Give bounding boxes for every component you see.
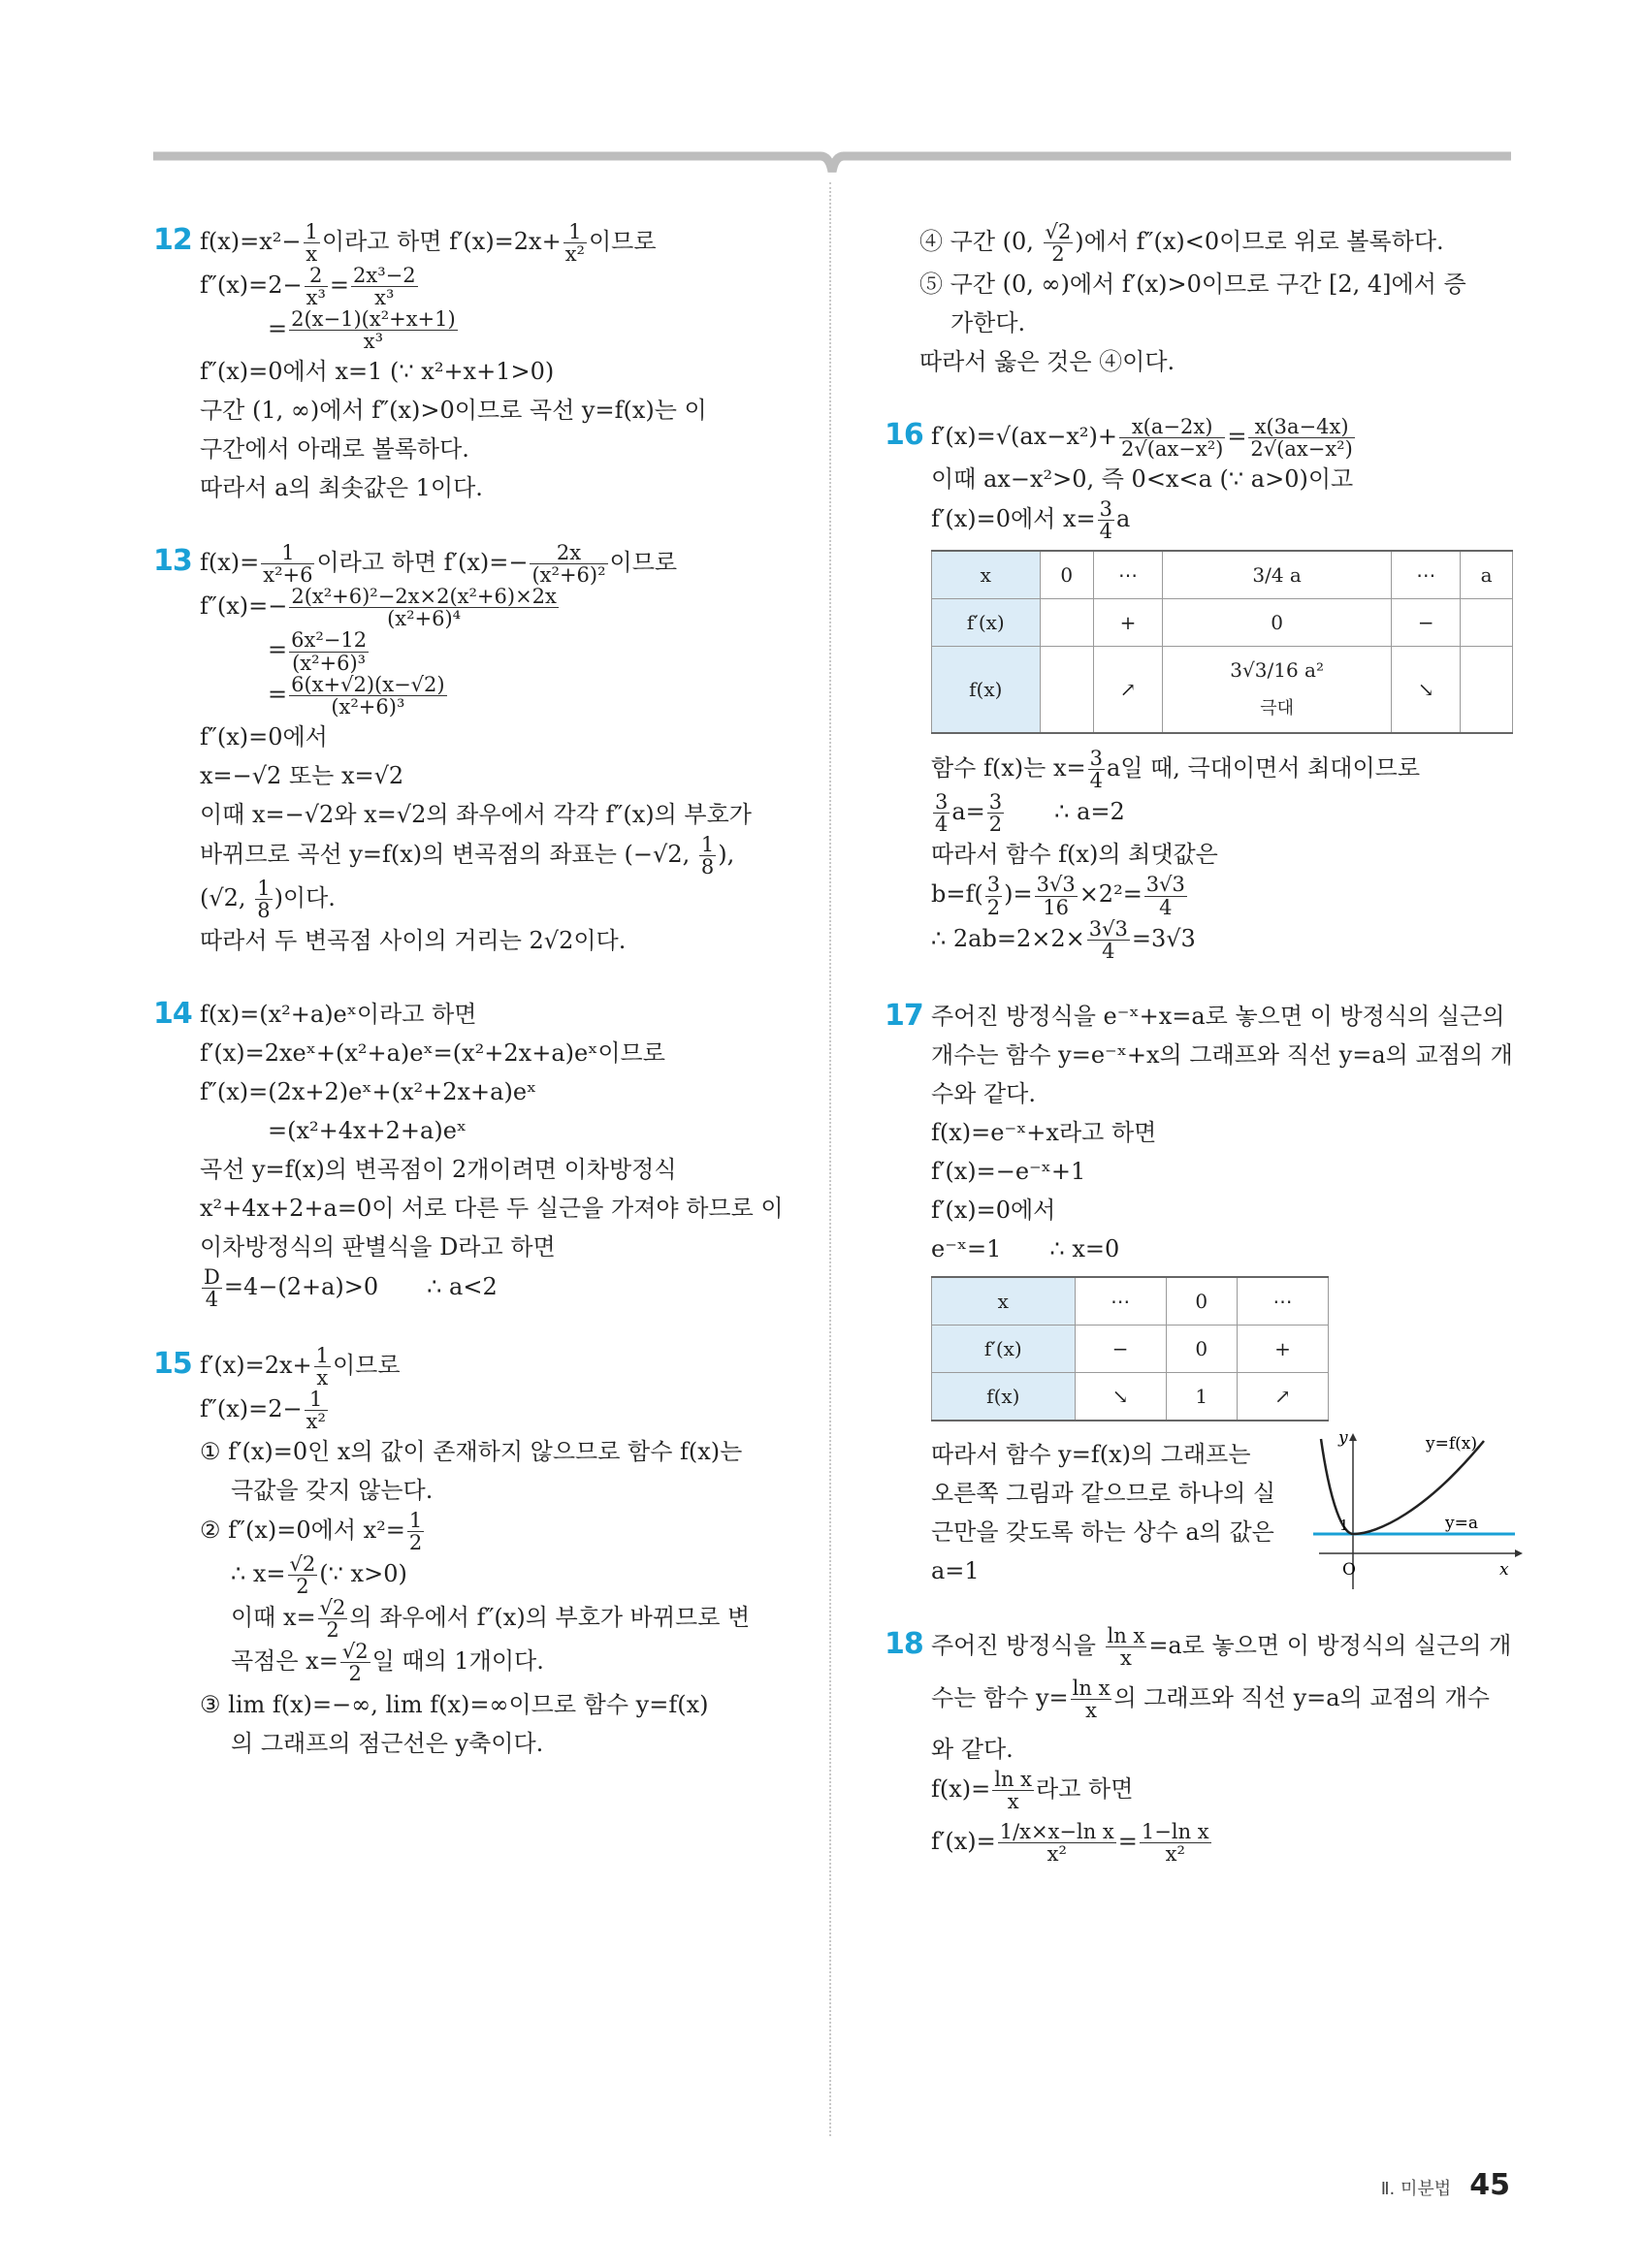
problem-15-continued: ④ 구간 (0, $\frac{√2}{2}$ )에서 f″(x)<0이므로 위로 볼록하다. ⑤ 구간 (0, ∞)에서 f′(x)>0이므로 구간 [2, 4]에서 증 가한다. 따라서 옳은 것은 ④이다.	[919, 220, 1466, 376]
problem-17: 17 주어진 방정식을 e⁻ˣ+x=a로 놓으면 이 방정식의 실근의 개수는 함수 y=e⁻ˣ+x의 그래프와 직선 y=a의 교점의 개 수와 같다. f(x)=e⁻ˣ+x라고 하면 f′(x)=−e⁻ˣ+1 f′(x)=0에서 e⁻ˣ=1 ∴ x=0 x ⋯ 0 ⋯ f′(x) − 0 + f(x) ↘ 1 ↗ 따라서 함수 y=f(x)의 그래프는 오른쪽 그림과 같으므로 하나의 실 근만을 갖도록 하는 상수 a의 값은 a=1 y x y=f(x) y=a 1 O	[885, 997, 1515, 1590]
fraction: $\frac{6(x+√2)(x-√2)}{\text{(x²+6)³}}$	[291, 672, 445, 719]
fraction: $\frac{3√3}{4}$	[1145, 873, 1185, 919]
fraction: $\frac{1}{2}$	[408, 1509, 423, 1555]
y-axis-arrow	[1349, 1433, 1357, 1441]
problem-14: 14 f(x)=(x²+a)eˣ이라고 하면 f′(x)=2xeˣ+(x²+a)eˣ=(x²+2x+a)eˣ이므로 f″(x)=(2x+2)eˣ+(x²+2x+a)eˣ =(x²+4x+2+a)eˣ 곡선 y=f(x)의 변곡점이 2개이려면 이차방정식 x²+4x+2+a=0이 서로 다른 두 실근을 가져야 하므로 이 이차방정식의 판별식을 D라고 하면 $\frac{D}{4}$ =4−(2+a)>0 ∴ a<2	[153, 996, 784, 1311]
problem-16: 16 f′(x)=√(ax−x²)+ $\frac{x(a-2x)}{\text{2√(ax−x²)}}$ = $\frac{x(3a-4x)}{\text{2√(ax−x²)}}$ 이때 ax−x²>0, 즉 0<x<a (∵ a>0)이고 f′(x)=0에서 x= $\frac{3}{4}$ a x 0 ⋯ 3/4 a ⋯ a f′(x) + 0 − f(x) ↗ 3√3/16 a² 극대 ↘ 함수 f(x)는 x= $\frac{3}{4}$ a일 때, 극대이면서 최대이므로 $\frac{3}{4}$ a= $\frac{3}{2}$ ∴ a=2 따라서 함수 f(x)의 최댓값은 b=f( $\frac{3}{2}$ )= $\frac{3√3}{16}$ ×2²= $\frac{3√3}{4}$ ∴ 2ab=2×2× $\frac{3√3}{4}$ =3√3	[885, 416, 1515, 962]
fraction: $\frac{2x}{\text{(x²+6)²}}$	[531, 541, 606, 588]
fraction: $\frac{3}{2}$	[986, 873, 1001, 919]
fraction: $\frac{D}{4}$	[204, 1264, 220, 1311]
column-divider	[829, 182, 831, 2136]
y-axis-label: y	[1338, 1428, 1348, 1448]
fraction: $\frac{√2}{2}$	[341, 1640, 369, 1686]
fraction: $\frac{3√3}{4}$	[1088, 916, 1128, 963]
fraction: $\frac{3}{4}$	[935, 790, 949, 837]
fraction: $\frac{\text{1−ln x}}{\text{x²}}$	[1141, 1819, 1209, 1866]
page-number: 45	[1469, 2168, 1510, 2202]
problem-number: 15	[153, 1346, 192, 1381]
table-row: f(x) ↗ 3√3/16 a² 극대 ↘	[932, 647, 1513, 734]
fraction: $\frac{√2}{2}$	[1045, 220, 1072, 267]
fraction: $\frac{3}{4}$	[1089, 747, 1103, 793]
problem-number: 13	[153, 544, 192, 579]
table-row: f′(x) − 0 +	[932, 1325, 1329, 1372]
fraction: $\frac{\text{1/x×x−ln x}}{\text{x²}}$	[999, 1819, 1114, 1866]
left-column	[153, 221, 793, 1798]
origin-label: O	[1342, 1559, 1356, 1580]
problem-13: 13 f(x)= $\frac{1}{\text{x²+6}}$ 이라고 하면 f′(x)=− $\frac{2x}{\text{(x²+6)²}}$ 이므로 f″(x)=− $\frac{\text{2(x²+6)²−2x×2(x²+6)×2x}}{\text{(x²+6)⁴}}$ = $\frac{\text{6x²−12}}{\text{(x²+6)³}}$ = $\frac{6(x+√2)(x-√2)}{\text{(x²+6)³}}$ f″(x)=0에서 x=−√2 또는 x=√2 이때 x=−√2와 x=√2의 좌우에서 각각 f″(x)의 부호가 바뀌므로 곡선 y=f(x)의 변곡점의 좌표는 (−√2, $\frac{1}{8}$ ), (√2, $\frac{1}{8}$ )이다. 따라서 두 변곡점 사이의 거리는 2√2이다.	[153, 541, 752, 954]
fraction: $\frac{x(a-2x)}{\text{2√(ax−x²)}}$	[1120, 415, 1224, 462]
problem-number: 16	[885, 418, 923, 453]
fraction: $\frac{\text{ln x}}{x}$	[1072, 1676, 1111, 1722]
fraction: $\frac{\text{ln x}}{x}$	[1107, 1623, 1145, 1670]
fraction: $\frac{1}{\text{x²+6}}$	[263, 541, 313, 588]
fraction: $\frac{3}{2}$	[988, 790, 1003, 837]
fraction: $\frac{3}{4}$	[1099, 497, 1112, 544]
problem-number: 14	[153, 996, 192, 1031]
fraction: $\frac{\text{6x²−12}}{\text{(x²+6)³}}$	[291, 628, 368, 675]
page-footer	[1381, 2168, 1510, 2202]
function-graph	[1309, 1429, 1523, 1594]
table-row: x 0 ⋯ 3/4 a ⋯ a	[932, 551, 1513, 599]
fraction: $\frac{1}{x}$	[305, 220, 318, 267]
line-label: y=a	[1445, 1513, 1478, 1533]
section-label: Ⅱ. 미분법	[1380, 2179, 1452, 2199]
fraction: $\frac{1}{8}$	[700, 832, 715, 878]
curve-label: y=f(x)	[1426, 1433, 1477, 1453]
x-axis-arrow	[1515, 1549, 1523, 1557]
problem-number: 18	[885, 1626, 923, 1661]
fraction: $\frac{1}{x}$	[315, 1343, 329, 1390]
problem-12: 12 f(x)=x²− $\frac{1}{x}$ 이라고 하면 f′(x)=2x+ $\frac{1}{\text{x²}}$ 이므로 f″(x)=2− $\frac{2}{\text{x³}}$ = $\frac{\text{2x³−2}}{\text{x³}}$ = $\frac{\text{2(x−1)(x²+x+1)}}{\text{x³}}$ f″(x)=0에서 x=1 (∵ x²+x+1>0) 구간 (1, ∞)에서 f″(x)>0이므로 곡선 y=f(x)는 이 구간에서 아래로 볼록하다. 따라서 a의 최솟값은 1이다.	[153, 220, 707, 502]
x-axis-label: x	[1499, 1559, 1509, 1580]
table-row: x ⋯ 0 ⋯	[932, 1277, 1329, 1326]
sign-table-17	[931, 1276, 1329, 1421]
fraction: $\frac{√2}{2}$	[289, 1552, 316, 1599]
fraction: $\frac{1}{\text{x²}}$	[306, 1388, 326, 1434]
fraction: $\frac{\text{ln x}}{x}$	[994, 1767, 1033, 1813]
fraction: $\frac{1}{8}$	[257, 876, 271, 922]
sign-table-16	[931, 550, 1513, 734]
table-row: f′(x) + 0 −	[932, 599, 1513, 647]
fraction: $\frac{√2}{2}$	[319, 1596, 346, 1643]
fraction: $\frac{\text{2(x²+6)²−2x×2(x²+6)×2x}}{\text{(x²+6)⁴}}$	[291, 585, 557, 631]
table-row: f(x) ↘ 1 ↗	[932, 1372, 1329, 1421]
fraction: $\frac{2}{\text{x³}}$	[306, 264, 326, 310]
fraction: $\frac{\text{2(x−1)(x²+x+1)}}{\text{x³}}$	[291, 307, 456, 354]
problem-18: 18 주어진 방정식을 $\frac{\text{ln x}}{x}$ =a로 놓으면 이 방정식의 실근의 개 수는 함수 y= $\frac{\text{ln x}}{x}$ 의 그래프와 직선 y=a의 교점의 개수 와 같다. f(x)= $\frac{\text{ln x}}{x}$ 라고 하면 f′(x)= $\frac{\text{1/x×x−ln x}}{\text{x²}}$ = $\frac{\text{1−ln x}}{\text{x²}}$	[885, 1623, 1512, 1866]
right-column	[885, 221, 1515, 1914]
top-divider-bar	[153, 148, 1511, 187]
problem-number: 17	[885, 998, 923, 1033]
fraction: $\frac{3√3}{16}$	[1036, 873, 1076, 919]
problem-15: 15 f′(x)=2x+ $\frac{1}{x}$ 이므로 f″(x)=2− $\frac{1}{\text{x²}}$ ① f′(x)=0인 x의 값이 존재하지 않으므로 함수 f(x)는 극값을 갖지 않는다. ② f″(x)=0에서 x²= $\frac{1}{2}$ ∴ x= $\frac{√2}{2}$ (∵ x>0) 이때 x= $\frac{√2}{2}$ 의 좌우에서 f″(x)의 부호가 바뀌므로 변 곡점은 x= $\frac{√2}{2}$ 일 때의 1개이다. ③ lim f(x)=−∞, lim f(x)=∞이므로 함수 y=f(x) 의 그래프의 점근선은 y축이다.	[153, 1343, 751, 1757]
fraction: $\frac{1}{\text{x²}}$	[564, 220, 585, 267]
intercept-label: 1	[1339, 1516, 1349, 1534]
fraction: $\frac{x(3a-4x)}{\text{2√(ax−x²)}}$	[1250, 415, 1353, 462]
fraction: $\frac{\text{2x³−2}}{\text{x³}}$	[352, 264, 416, 310]
problem-number: 12	[153, 223, 192, 257]
